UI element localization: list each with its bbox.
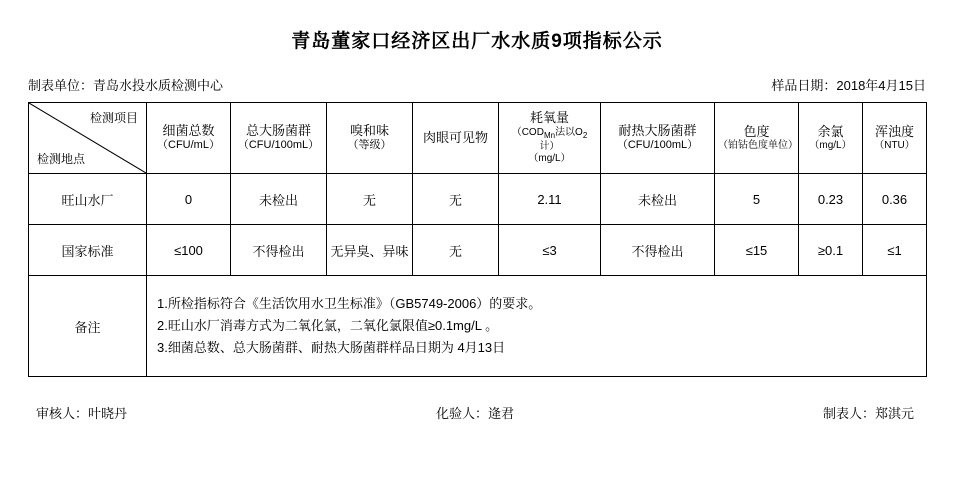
header-cell-residual-chlorine bbox=[799, 103, 863, 174]
cell-value: 不得检出 bbox=[601, 225, 715, 276]
row-location: 旺山水厂 bbox=[29, 174, 147, 225]
formula-sub2: 2 bbox=[582, 130, 588, 140]
preparer-label: 制表人：郑淇元 bbox=[822, 406, 914, 421]
header-cell-odor-taste bbox=[327, 103, 413, 174]
header-unit: （NTU） bbox=[874, 139, 915, 151]
cell-value: 0 bbox=[147, 174, 231, 225]
corner-label-top: 检测项目 bbox=[89, 111, 138, 125]
analyst-label: 化验人：逄君 bbox=[435, 406, 514, 421]
header-unit-formula bbox=[502, 127, 597, 141]
header-cell-chroma bbox=[715, 103, 799, 174]
header-name: 余氯 bbox=[817, 123, 844, 139]
corner-label-bottom: 检测地点 bbox=[37, 152, 86, 166]
header-name: 色度 bbox=[743, 123, 770, 139]
cell-value: 5 bbox=[715, 174, 799, 225]
header-cell-total-coliform bbox=[231, 103, 327, 174]
header-name: 耗氧量 bbox=[529, 110, 569, 126]
sample-date-label: 样品日期：2018年4月15日 bbox=[771, 78, 926, 93]
cell-value: 无 bbox=[413, 174, 499, 225]
corner-header-cell bbox=[29, 103, 147, 174]
cell-value: 0.23 bbox=[799, 174, 863, 225]
cell-value: 未检出 bbox=[601, 174, 715, 225]
formula-mid: 法以O bbox=[555, 126, 583, 138]
header-unit: （CFU/100mL） bbox=[616, 139, 699, 152]
cell-value: 无异臭、异味 bbox=[327, 225, 413, 276]
prepared-by-label: 制表单位：青岛水投水质检测中心 bbox=[28, 78, 224, 93]
cell-value: ≤3 bbox=[499, 225, 601, 276]
header-name: 嗅和味 bbox=[349, 123, 389, 138]
cell-value: ≤15 bbox=[715, 225, 799, 276]
header-cell-thermotolerant-coliform bbox=[601, 103, 715, 174]
reviewer-label: 审核人：叶晓丹 bbox=[36, 406, 128, 421]
remark-body bbox=[147, 276, 927, 377]
header-name: 细菌总数 bbox=[162, 123, 215, 138]
signature-row bbox=[28, 403, 926, 422]
remark-row bbox=[29, 276, 927, 377]
table-row bbox=[29, 225, 927, 276]
remark-line: 3.细菌总数、总大肠菌群、耐热大肠菌群样品日期为 4月13日 bbox=[157, 340, 506, 356]
header-name: 肉眼可见物 bbox=[422, 129, 488, 145]
formula-sub1: Mn bbox=[543, 130, 556, 140]
header-unit: （等级） bbox=[347, 139, 392, 152]
header-unit: （mg/L） bbox=[809, 139, 852, 151]
header-unit: （CFU/100mL） bbox=[237, 139, 320, 152]
cell-value: 无 bbox=[413, 225, 499, 276]
cell-value: ≤1 bbox=[863, 225, 927, 276]
header-cell-visible-matter bbox=[413, 103, 499, 174]
header-cell-bacteria-count bbox=[147, 103, 231, 174]
cell-value: ≥0.1 bbox=[799, 225, 863, 276]
cell-value: 0.36 bbox=[863, 174, 927, 225]
cell-value: ≤100 bbox=[147, 225, 231, 276]
header-name: 总大肠菌群 bbox=[245, 123, 311, 138]
page-title: 青岛董家口经济区出厂水水质9项指标公示 bbox=[291, 31, 663, 52]
header-name: 浑浊度 bbox=[874, 123, 914, 139]
table-row bbox=[29, 174, 927, 225]
cell-value: 无 bbox=[327, 174, 413, 225]
cell-value: 不得检出 bbox=[231, 225, 327, 276]
header-cell-oxygen-consumption bbox=[499, 103, 601, 174]
header-unit: （mg/L） bbox=[528, 153, 571, 165]
cell-value: 未检出 bbox=[231, 174, 327, 225]
row-location: 国家标准 bbox=[29, 225, 147, 276]
water-quality-table bbox=[28, 102, 927, 377]
formula-pre: （COD bbox=[511, 126, 544, 138]
cell-value: 2.11 bbox=[499, 174, 601, 225]
remark-line: 1.所检指标符合《生活饮用水卫生标准》（GB5749-2006）的要求。 bbox=[157, 295, 542, 311]
header-name: 耐热大肠菌群 bbox=[618, 123, 697, 138]
header-unit: （铂钴色度单位） bbox=[718, 139, 798, 151]
header-cell-turbidity bbox=[863, 103, 927, 174]
meta-row bbox=[28, 75, 926, 94]
header-unit-formula-end: 计） bbox=[539, 140, 560, 152]
remark-label: 备注 bbox=[29, 276, 147, 377]
table-header-row bbox=[29, 103, 927, 174]
header-unit: （CFU/mL） bbox=[157, 139, 220, 152]
remark-line: 2.旺山水厂消毒方式为二氧化氯，二氧化氯限值≥0.1mg/L 。 bbox=[157, 317, 499, 333]
